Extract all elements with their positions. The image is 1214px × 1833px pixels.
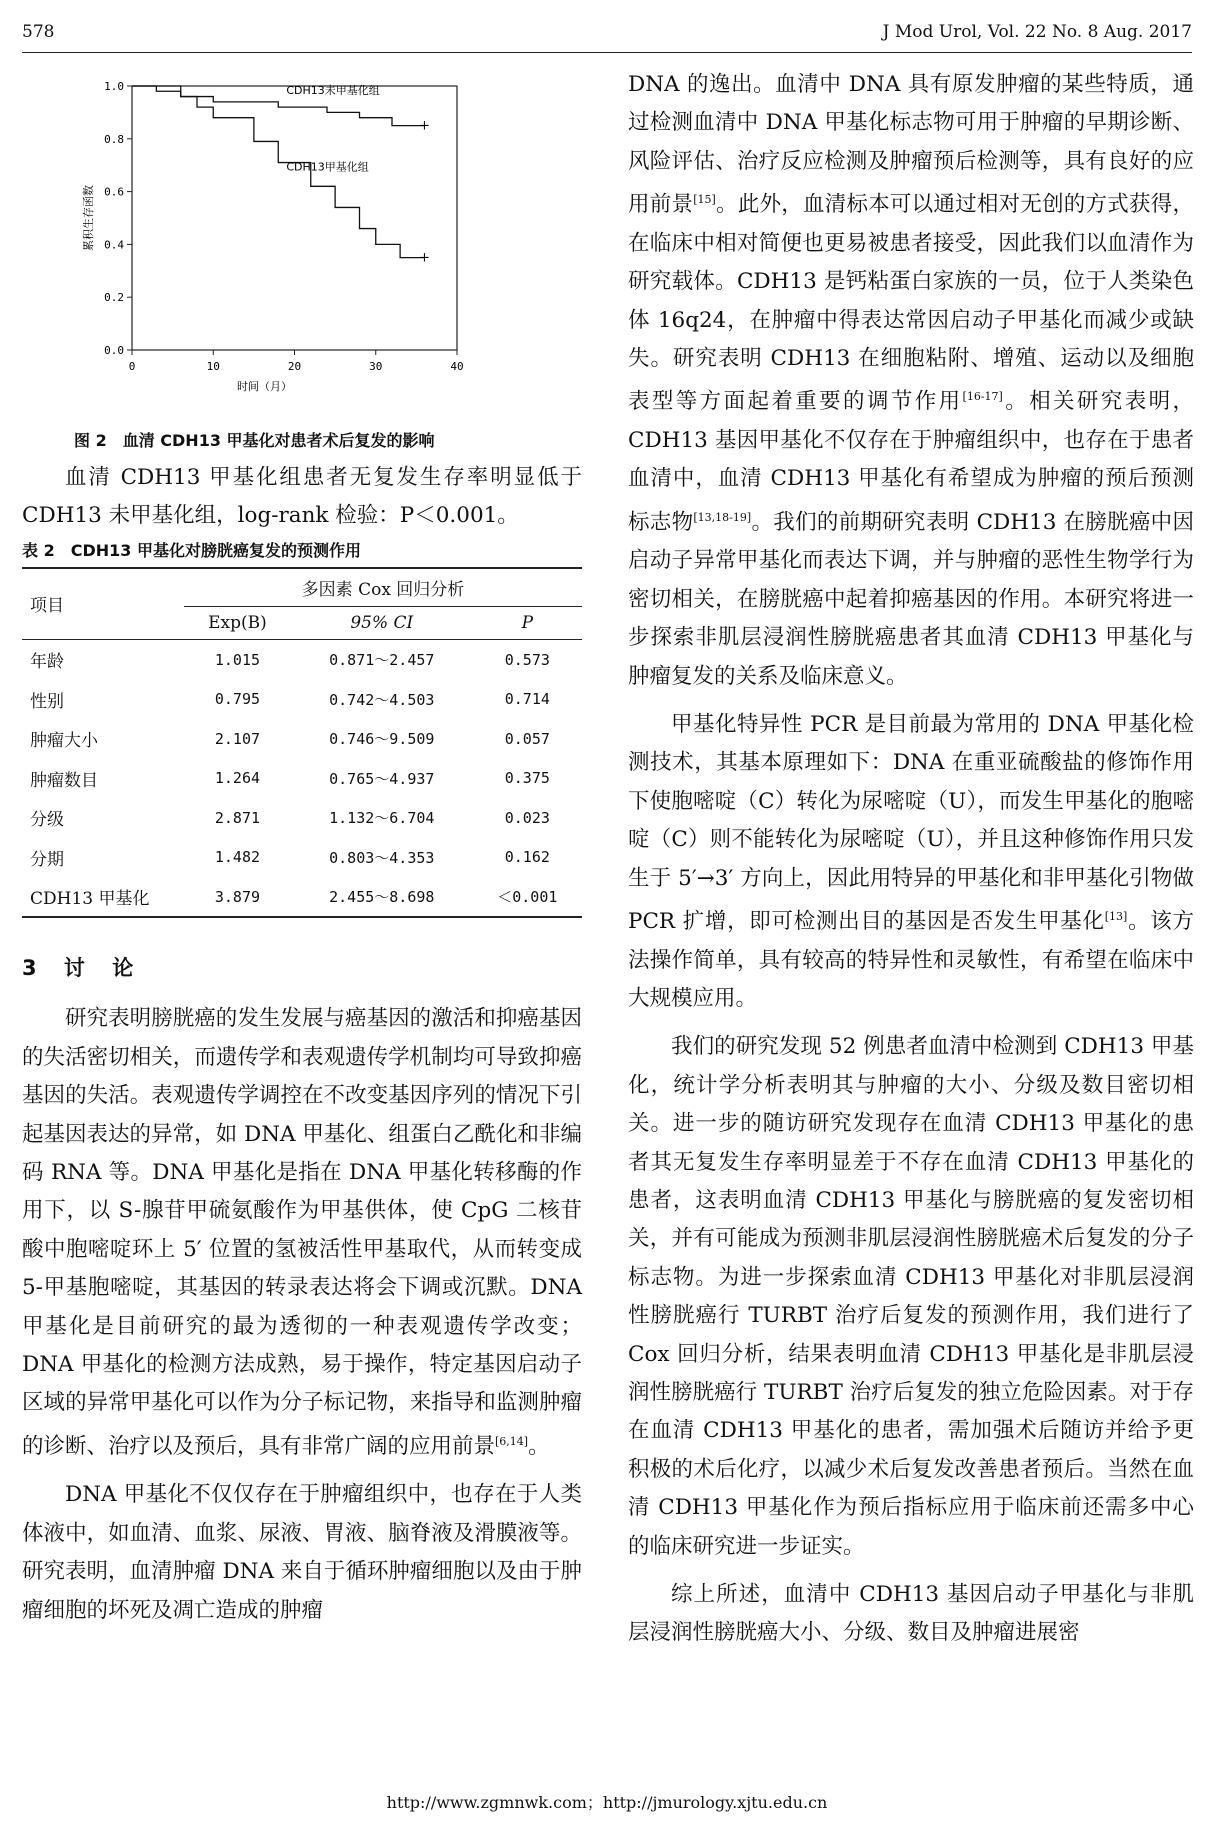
- table-row: [22, 877, 582, 918]
- censor-mark: +: [419, 118, 430, 134]
- right-text-1a: DNA 的逸出。血清中 DNA 具有原发肿瘤的某些特质，通过检测血清中 DNA 甲基化标志物可用于肿瘤的早期诊断、风险评估、治疗反应检测及肿瘤预后检测等，具有良好的应用前景: [628, 72, 1194, 218]
- x-tick-label: 40: [450, 360, 464, 373]
- table-cell-ci: 0.746～9.509: [329, 730, 435, 749]
- page-number: 578: [22, 22, 55, 42]
- table-cell-exp: 2.871: [214, 808, 261, 827]
- figure-2: [22, 66, 582, 451]
- y-tick-label: 1.0: [104, 80, 124, 93]
- table-cell-ci: 1.132～6.704: [329, 809, 435, 828]
- table-cell-item: 性别: [30, 691, 64, 712]
- table-cell-item: CDH13 甲基化: [30, 889, 150, 910]
- citation: [6,14]: [495, 1434, 529, 1448]
- table-header-exp: Exp(B): [208, 612, 267, 633]
- citation: [13]: [1104, 910, 1128, 923]
- y-tick-label: 0.0: [104, 344, 124, 357]
- header-rule: [22, 52, 1192, 53]
- y-tick-label: 0.8: [104, 132, 124, 146]
- table-row: [22, 679, 582, 719]
- table-cell-exp: 2.107: [214, 729, 261, 748]
- page-header: [22, 22, 1192, 46]
- table-cell-item: 年龄: [30, 652, 64, 673]
- table-header-item: 项目: [22, 568, 184, 640]
- table-row: [22, 719, 582, 759]
- table-cell-item: 分级: [30, 810, 64, 831]
- table-cell-p: 0.375: [504, 769, 550, 788]
- right-paragraph-4: [628, 1576, 1194, 1653]
- table-cell-item: 肿瘤数目: [30, 770, 98, 791]
- table-cell-p: 0.057: [504, 729, 550, 748]
- table-row: [22, 639, 582, 679]
- right-text-2b: 。该方法操作简单，具有较高的特异性和灵敏性，有希望在临床中大规模应用。: [628, 909, 1194, 1011]
- journal-citation: J Mod Urol, Vol. 22 No. 8 Aug. 2017: [882, 22, 1192, 42]
- table-cell-p: ＜0.001: [497, 888, 558, 907]
- x-tick-label: 10: [206, 360, 220, 373]
- cox-regression-table: [22, 567, 582, 919]
- right-text-2a: 甲基化特异性 PCR 是目前最为常用的 DNA 甲基化检测技术，其基本原理如下：DNA 在重亚硫酸盐的修饰作用下使胞嘧啶（C）转化为尿嘧啶（U），而发生甲基化的胞嘧啶（C）则不能转化为尿嘧啶（U），并且这种修饰作用只发生于 5′→3′ 方向上，因此用特异的甲基化和非甲基化引物做 PCR 扩增，即可检测出目的基因是否发生甲基化: [628, 711, 1194, 935]
- y-tick-label: 0.6: [104, 185, 124, 199]
- right-paragraph-2: [628, 706, 1194, 1018]
- right-text-1d: 。我们的前期研究表明 CDH13 在膀胱癌中因启动子异常甲基化而表达下调，并与肿瘤的恶性生物学行为密切相关，在膀胱癌中起着抑癌基因的作用。本研究将进一步探索非肌层浸润性膀胱癌患者其血清 CDH13 甲基化与肿瘤复发的关系及临床意义。: [628, 509, 1194, 689]
- table-cell-ci: 0.742～4.503: [329, 690, 435, 709]
- x-tick-label: 20: [287, 360, 302, 373]
- discussion-paragraph-1: 研究表明膀胱癌的发生发展与癌基因的激活和抑癌基因的失活密切相关，而遗传学和表观遗传学机制均可导致抑癌基因的失活。表观遗传学调控在不改变基因序列的情况下引起基因表达的异常，如 DNA 甲基化、组蛋白乙酰化和非编码 RNA 等。DNA 甲基化是指在 DNA 甲基化转移酶的作用下，以 S-腺苷甲硫氨酸作为甲基供体，使 CpG 二核苷酸中胞嘧啶环上 5′ 位置的氢被活性甲基取代，从而转变成 5-甲基胞嘧啶，其基因的转录表达将会下调或沉默。DNA 甲基化是目前研究的最为透彻的一种表观遗传学改变；DNA 甲基化的检测方法成熟，易于操作，特定基因启动子区域的异常甲基化可以作为分子标记物，来指导和监测肿瘤的诊断、治疗以及预后，具有非常广阔的应用前景[6,14]。: [22, 1006, 582, 1459]
- series-line-unmethylated: [132, 86, 425, 126]
- table-cell-exp: 0.795: [214, 690, 261, 709]
- table-row: [22, 837, 582, 877]
- series-label: CDH13未甲基化组: [286, 83, 380, 97]
- table-cell-ci: 0.765～4.937: [329, 769, 435, 788]
- result-paragraph: [22, 459, 582, 536]
- table-header-p: P: [521, 612, 534, 633]
- table-header-ci: 95% CI: [350, 612, 414, 633]
- section-title: 3 讨 论: [22, 956, 144, 981]
- table-header-group: 多因素 Cox 回归分析: [184, 568, 582, 607]
- result-text: 血清 CDH13 甲基化组患者无复发生存率明显低于 CDH13 未甲基化组，log-rank 检验：P＜0.001。: [22, 465, 582, 529]
- citation: [15]: [693, 193, 716, 207]
- discussion-text-1: 研究表明膀胱癌的发生发展与癌基因的激活和抑癌基因的失活密切相关，而遗传学和表观遗传学机制均可导致抑癌基因的失活。表观遗传学调控在不改变基因序列的情况下引起基因表达的异常，如 DNA 甲基化、组蛋白乙酰化和非编码 RNA 等。DNA 甲基化是指在 DNA 甲基化转移酶的作用下，以 S-腺苷甲硫氨酸作为甲基供体，使 CpG 二核苷酸中胞嘧啶环上 5′ 位置的氢被活性甲基取代，从而转变成 5-甲基胞嘧啶，其基因的转录表达将会下调或沉默。DNA 甲基化是目前研究的最为透彻的一种表观遗传学改变；DNA 甲基化的检测方法成熟，易于操作，特定基因启动子区域的异常甲基化可以作为分子标记物，来指导和监测肿瘤的诊断、治疗以及预后，具有非常广阔的应用前景: [22, 1006, 582, 1459]
- table-cell-p: 0.023: [504, 808, 550, 827]
- table-cell-ci: 0.803～4.353: [329, 848, 435, 867]
- right-text-1b: 。此外，血清标本可以通过相对无创的方式获得，在临床中相对简便也更易被患者接受，因此我们以血清作为研究载体。CDH13 是钙粘蛋白家族的一员，位于人类染色体 16q24，在肿瘤中得表达常因启动子甲基化而减少或缺失。研究表明 CDH13 在细胞粘附、增殖、运动以及细胞表型等方面起着重要的调节作用: [628, 192, 1194, 415]
- table-row: [22, 798, 582, 838]
- table-cell-exp: 1.015: [214, 650, 261, 669]
- citation: [13,18-19]: [693, 510, 752, 524]
- y-tick-label: 0.4: [104, 238, 124, 252]
- discussion-text-2: DNA 甲基化不仅仅存在于肿瘤组织中，也存在于人类体液中，如血清、血浆、尿液、胃液、脑脊液及滑膜液等。研究表明，血清肿瘤 DNA 来自于循环肿瘤细胞以及由于肿瘤细胞的坏死及凋亡造成的肿瘤: [22, 1482, 582, 1623]
- table-caption: 表 2 CDH13 甲基化对膀胱癌复发的预测作用: [22, 540, 361, 560]
- table-cell-p: 0.162: [504, 848, 550, 867]
- y-axis-label: 累积生存函数: [82, 185, 95, 251]
- right-paragraph-3: [628, 1028, 1194, 1566]
- censor-mark: +: [419, 250, 430, 266]
- page-footer: http://www.zgmnwk.com；http://jmurology.xjtu.edu.cn: [386, 1793, 828, 1812]
- table-cell-ci: 2.455～8.698: [329, 888, 435, 907]
- km-survival-chart: [22, 66, 582, 422]
- table-cell-ci: 0.871～2.457: [329, 651, 435, 670]
- table-cell-item: 肿瘤大小: [30, 731, 98, 752]
- x-tick-label: 30: [369, 360, 383, 373]
- right-paragraph-1: [628, 66, 1194, 696]
- x-axis-label: 时间（月）: [237, 380, 292, 393]
- table-row: [22, 758, 582, 798]
- table-cell-item: 分期: [30, 849, 64, 870]
- left-column: [22, 66, 582, 1630]
- table-cell-exp: 1.482: [214, 848, 261, 867]
- x-tick-label: 0: [128, 360, 136, 373]
- right-text-1c: 。相关研究表明，CDH13 基因甲基化不仅存在于肿瘤组织中，也存在于患者血清中，血清 CDH13 甲基化有希望成为肿瘤的预后预测标志物: [628, 389, 1194, 535]
- table-cell-exp: 3.879: [214, 887, 261, 906]
- citation: [16-17]: [962, 390, 1003, 404]
- series-label: CDH13甲基化组: [286, 160, 369, 174]
- table-cell-p: 0.573: [504, 650, 550, 669]
- table-cell-exp: 1.264: [214, 769, 261, 788]
- table-cell-p: 0.714: [504, 690, 550, 709]
- figure-caption: 图 2 血清 CDH13 甲基化对患者术后复发的影响: [74, 431, 435, 450]
- y-tick-label: 0.2: [104, 291, 124, 305]
- right-text-3: 我们的研究发现 52 例患者血清中检测到 CDH13 甲基化，统计学分析表明其与肿瘤的大小、分级及数目密切相关。进一步的随访研究发现存在血清 CDH13 甲基化的患者其无复发生存率明显差于不存在血清 CDH13 甲基化的患者，这表明血清 CDH13 甲基化与膀胱癌的复发密切相关，并有可能成为预测非肌层浸润性膀胱癌术后复发的分子标志物。为进一步探索血清 CDH13 甲基化对非肌层浸润性膀胱癌行 TURBT 治疗后复发的预测作用，我们进行了 Cox 回归分析，结果表明血清 CDH13 甲基化是非肌层浸润性膀胱癌行 TURBT 治疗后复发的独立危险因素。对于存在血清 CDH13 甲基化的患者，需加强术后随访并给予更积极的术后化疗，以减少术后复发改善患者预后。当然在血清 CDH13 甲基化作为预后指标应用于临床前还需多中心的临床研究进一步证实。: [628, 1034, 1194, 1559]
- series-line-methylated: [132, 86, 425, 258]
- discussion-paragraph-2: [22, 1476, 582, 1630]
- right-text-4: 综上所述，血清中 CDH13 基因启动子甲基化与非肌层浸润性膀胱癌大小、分级、数目及肿瘤进展密: [628, 1582, 1194, 1646]
- right-column: [628, 66, 1194, 1653]
